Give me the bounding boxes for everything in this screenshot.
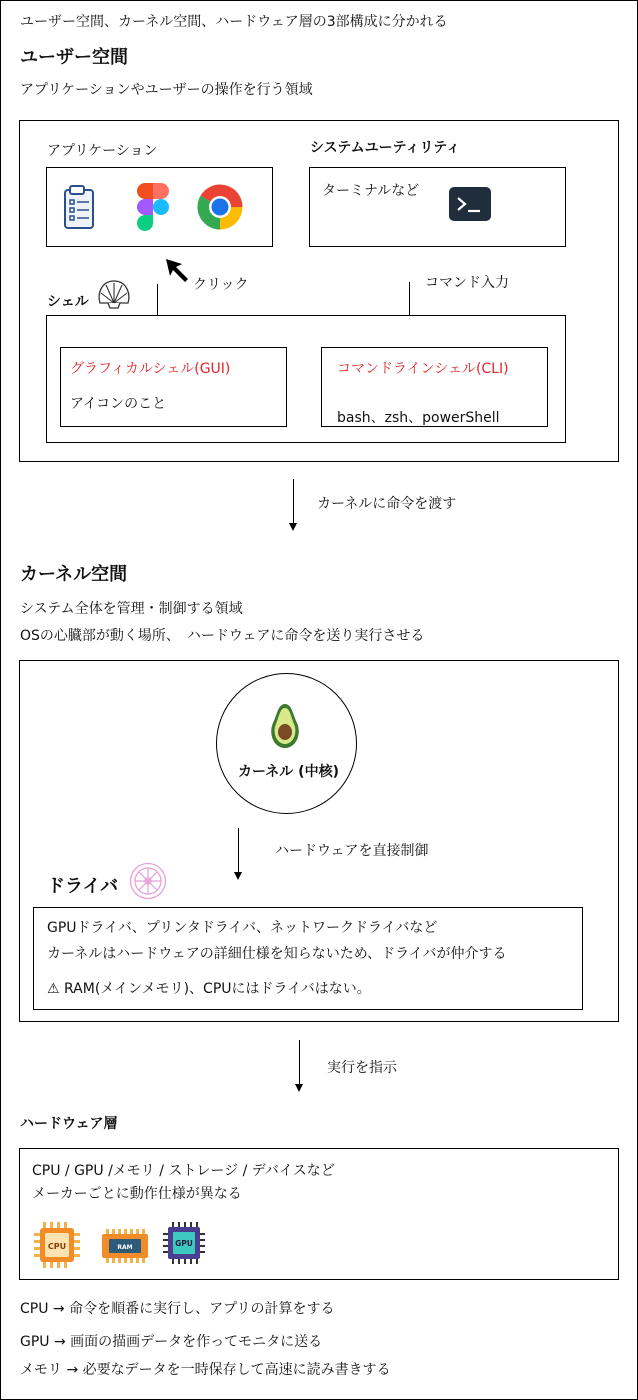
driver-line1: GPUドライバ、プリンタドライバ、ネットワークドライバなど: [47, 920, 438, 936]
kernel-space-heading: カーネル空間: [20, 564, 128, 585]
wheel-icon: [129, 862, 167, 900]
apps-label: アプリケーション: [47, 143, 158, 159]
utilities-box: [309, 167, 566, 247]
arrow1-label: カーネルに命令を渡す: [317, 496, 457, 512]
shell-label: シェル: [47, 294, 89, 310]
command-input-label: コマンド入力: [425, 275, 509, 291]
utilities-text: ターミナルなど: [322, 183, 420, 199]
utilities-label: システムユーティリティ: [310, 140, 461, 156]
diagram-title: ユーザー空間、カーネル空間、ハードウェア層の3部構成に分かれる: [20, 14, 448, 30]
arrow1-head: [289, 523, 297, 531]
gui-text: アイコンのこと: [70, 396, 167, 412]
arrow2-label: 実行を指示: [327, 1060, 397, 1076]
shell-icon: [96, 277, 132, 311]
driver-line2: カーネルはハードウェアの詳細仕様を知らないため、ドライバが仲介する: [47, 946, 507, 962]
gpu-chip-label: GPU: [175, 1239, 193, 1248]
hardware-heading: ハードウェア層: [20, 1116, 118, 1132]
kernel-arrow-head: [234, 872, 242, 880]
kernel-arrow-line: [238, 828, 239, 872]
ram-chip-label: RAM: [117, 1244, 133, 1251]
user-space-heading: ユーザー空間: [20, 47, 128, 68]
click-label: クリック: [193, 277, 249, 293]
note-memory: メモリ → 必要なデータを一時保存して高速に読み書きする: [20, 1362, 391, 1378]
kernel-space-desc2: OSの心臓部が動く場所、 ハードウェアに命令を送り実行させる: [20, 628, 425, 644]
cpu-chip-icon: [33, 1221, 81, 1269]
cli-text: bash、zsh、powerShell: [337, 410, 500, 426]
avocado-icon: [269, 703, 301, 749]
driver-warning: ⚠ RAM(メインメモリ)、CPUにはドライバはない。: [47, 981, 371, 997]
kernel-arrow-label: ハードウェアを直接制御: [275, 843, 429, 859]
cpu-chip-label: CPU: [47, 1242, 67, 1251]
arrow2-head: [295, 1084, 303, 1092]
hardware-line2: メーカーごとに動作仕様が異なる: [32, 1186, 242, 1202]
gpu-chip-icon: [163, 1221, 205, 1265]
note-gpu: GPU → 画面の描画データを作ってモニタに送る: [20, 1334, 323, 1350]
gui-box: [60, 347, 287, 427]
cli-box: [321, 347, 548, 427]
apps-box: [46, 167, 273, 247]
arrow1-line: [293, 479, 294, 523]
kernel-label: カーネル (中核): [238, 764, 339, 780]
user-space-description: アプリケーションやユーザーの操作を行う領域: [20, 82, 313, 98]
chrome-icon: [195, 182, 245, 232]
driver-label: ドライバ: [47, 876, 119, 897]
arrow2-line: [299, 1040, 300, 1084]
kernel-space-desc1: システム全体を管理・制御する領域: [20, 601, 243, 617]
terminal-icon: [449, 187, 491, 221]
ram-chip-icon: [101, 1229, 149, 1263]
notepad-icon: [62, 184, 98, 232]
gui-title: グラフィカルシェル(GUI): [70, 361, 231, 377]
driver-box: [33, 907, 583, 1010]
hardware-line1: CPU / GPU /メモリ / ストレージ / デバイスなど: [32, 1163, 335, 1179]
note-cpu: CPU → 命令を順番に実行し、アプリの計算をする: [20, 1301, 335, 1317]
hardware-box: [19, 1148, 619, 1280]
figma-icon: [137, 183, 169, 231]
cli-title: コマンドラインシェル(CLI): [337, 361, 509, 377]
cursor-arrow-icon: [166, 259, 190, 283]
